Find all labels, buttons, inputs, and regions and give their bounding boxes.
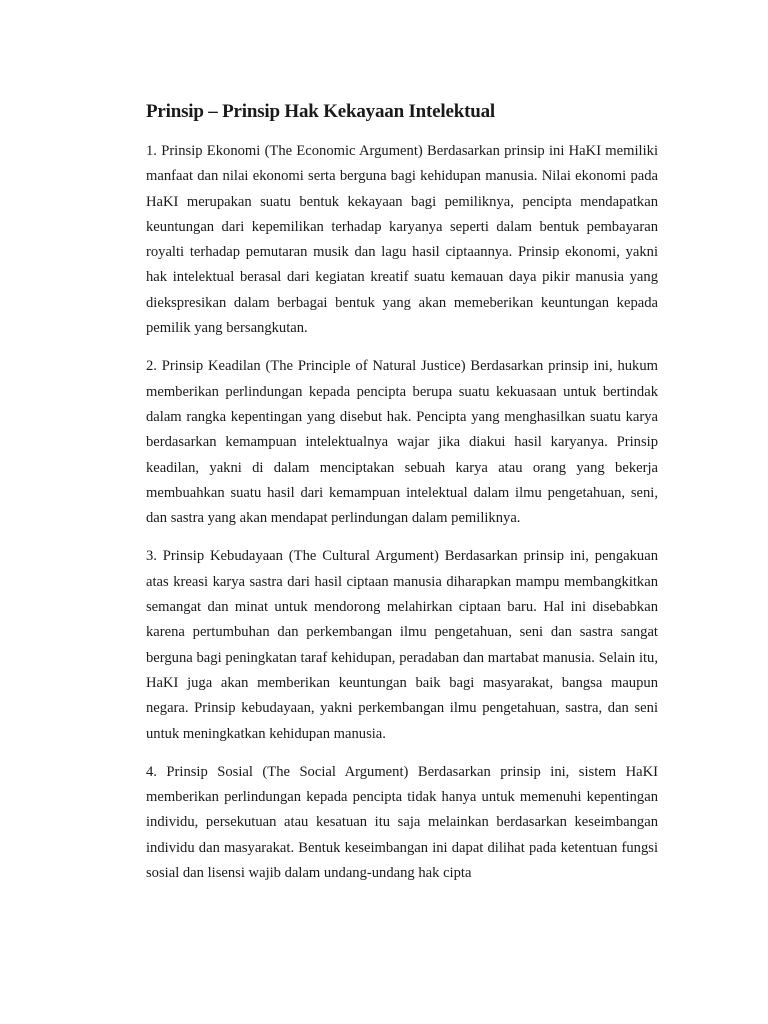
document-title: Prinsip – Prinsip Hak Kekayaan Intelektual [146,101,495,122]
paragraph-prinsip-kebudayaan: 3. Prinsip Kebudayaan (The Cultural Argument) Berdasarkan prinsip ini, pengakuan atas kreasi karya sastra dari hasil ciptaan manusia diharapkan mampu membangkitkan semangat dan minat untuk mendorong melahirkan ciptaan baru. Hal ini disebabkan karena pertumbuhan dan perkembangan ilmu pengetahuan, seni dan sastra sangat berguna bagi peningkatan taraf kehidupan, peradaban dan martabat manusia. Selain itu, HaKI juga akan memberikan keuntungan baik bagi masyarakat, bangsa maupun negara. Prinsip kebudayaan, yakni perkembangan ilmu pengetahuan, sastra, dan seni untuk meningkatkan kehidupan manusia. [146,548,658,742]
paragraph-prinsip-keadilan: 2. Prinsip Keadilan (The Principle of Natural Justice) Berdasarkan prinsip ini, hukum memberikan perlindungan kepada pencipta berupa suatu kekuasaan untuk bertindak dalam rangka kepentingan yang disebut hak. Pencipta yang menghasilkan suatu karya berdasarkan kemampuan intelektualnya wajar jika diakui hasil karyanya. Prinsip keadilan, yakni di dalam menciptakan sebuah karya atau orang yang bekerja membuahkan suatu hasil dari kemampuan intelektual dalam ilmu pengetahuan, seni, dan sastra yang akan mendapat perlindungan dalam pemiliknya. [146,358,658,527]
document-page [146,98,658,899]
paragraph-prinsip-ekonomi: 1. Prinsip Ekonomi (The Economic Argument) Berdasarkan prinsip ini HaKI memiliki manfaat dan nilai ekonomi serta berguna bagi kehidupan manusia. Nilai ekonomi pada HaKI merupakan suatu bentuk kekayaan bagi pemiliknya, pencipta mendapatkan keuntungan dari kepemilikan terhadap karyanya seperti dalam bentuk pembayaran royalti terhadap pemutaran musik dan lagu hasil ciptaannya. Prinsip ekonomi, yakni hak intelektual berasal dari kegiatan kreatif suatu kemauan daya pikir manusia yang diekspresikan dalam berbagai bentuk yang akan memeberikan keuntungan kepada pemilik yang bersangkutan. [146,143,658,337]
paragraph-prinsip-sosial: 4. Prinsip Sosial (The Social Argument) Berdasarkan prinsip ini, sistem HaKI memberikan perlindungan kepada pencipta tidak hanya untuk memenuhi kepentingan individu, persekutuan atau kesatuan itu saja melainkan berdasarkan keseimbangan individu dan masyarakat. Bentuk keseimbangan ini dapat dilihat pada ketentuan fungsi sosial dan lisensi wajib dalam undang-undang hak cipta [146,763,658,882]
